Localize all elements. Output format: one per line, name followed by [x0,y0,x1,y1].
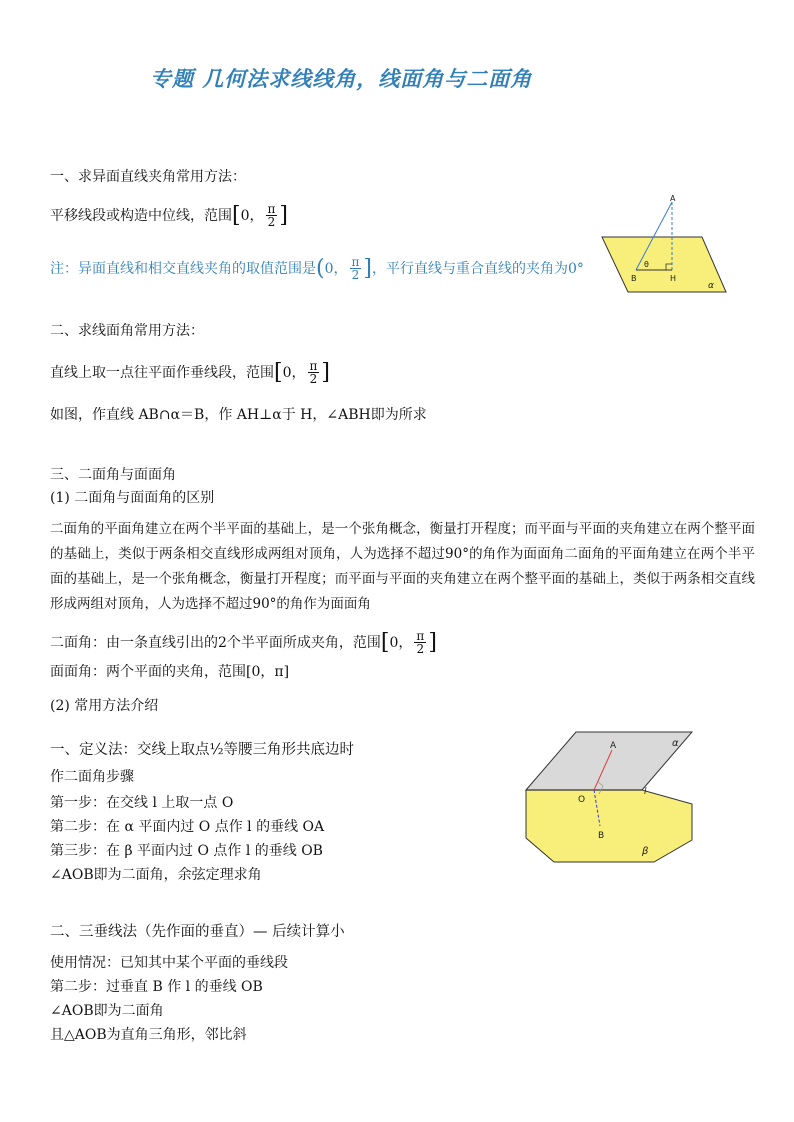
method1-step-0: 作二面角步骤 [50,769,134,785]
range-bracket: [ 0， $\frac{\pi}{2}$ ] [232,202,288,229]
method2-line-2: ∠AOB即为二面角 [50,1003,164,1019]
dihedral-fraction [414,630,426,655]
note-range-bracket: ( 0， $\frac{\pi}{2}$ ] [316,255,372,282]
label-b: B [631,274,637,283]
section2-heading: 二、求线面角常用方法： [50,323,204,339]
section1-line1-text: 平移线段或构造中位线，范围 [50,207,232,224]
section3-sub2: (2) 常用方法介绍 [50,698,159,714]
label-a: A [610,741,617,751]
section2-line1 [50,360,330,385]
label-alpha: α [672,738,679,749]
label-beta: β [642,846,649,857]
method2-line-0: 使用情况：已知其中某个平面的垂线段 [50,955,288,971]
section2-fraction-num: π [309,359,318,373]
note-fraction [350,256,362,281]
method1-heading: 一、定义法：交线上取点½等腰三角形共底边时 [50,742,355,758]
label-o: O [578,795,586,805]
section3-paragraph: 二面角的平面角建立在两个半平面的基础上，是一个张角概念，衡量打开程度；而平面与平面的夹角建立在两个整平面的基础上，类似于两条相交直线形成两组对顶角，人为选择不超过90°的角作为面面角二面角的平面角建立在两个半平面的基础上，是一个张角概念，衡量打开程度；而平面与平面的夹角建立在两个整平面的基础上，类似于两条相交直线形成两组对顶角，人为选择不超过90°的角作为面面角 [50,521,755,612]
note-suffix: ，平行直线与重合直线的夹角为0° [372,260,584,277]
page-title: 专题 几何法求线线角，线面角与二面角 [150,66,533,91]
label-a: A [670,194,676,203]
method2-line-1: 第二步：过垂直 B 作 l 的垂线 OB [50,979,263,995]
dihedral-range-bracket: [ 0， $\frac{\pi}{2}$ ] [380,629,437,656]
fraction [266,203,278,228]
label-b: B [598,831,605,841]
method1-step-2: 第二步：在 α 平面内过 O 点作 l 的垂线 OA [50,819,325,835]
dihedral-text: 二面角：由一条直线引出的2个半平面所成夹角，范围 [50,634,381,651]
section2-fraction-den: 2 [309,372,318,386]
section2-line1-text: 直线上取一点往平面作垂线段，范围 [50,364,274,381]
label-alpha: α [708,281,714,291]
section2-fraction [308,360,320,385]
method2-line-3: 且△AOB为直角三角形，邻比斜 [50,1027,247,1043]
dihedral-range-left: 0， [389,634,413,651]
method1-step-3: 第三步：在 β 平面内过 O 点作 l 的垂线 OB [50,843,323,859]
fraction-num: π [267,202,276,216]
plane-angle-line: 面面角：两个平面的夹角，范围[0，π] [50,664,290,680]
section2-range-bracket: [ 0， $\frac{\pi}{2}$ ] [274,359,330,386]
method1-step-4: ∠AOB即为二面角，余弦定理求角 [50,867,262,883]
label-theta: θ [644,260,649,269]
method1-step-1: 第一步：在交线 l 上取一点 O [50,795,234,811]
dihedral-figure [524,728,694,864]
label-l: l [644,787,647,797]
section3-sub1: (1) 二面角与面面角的区别 [50,490,215,506]
note-range-left: 0， [324,260,348,277]
section2-range-left: 0， [282,364,306,381]
note-prefix: 注：异面直线和相交直线夹角的取值范围是 [50,260,316,277]
label-h: H [670,274,677,283]
plane-beta-lower [526,790,692,862]
section1-note [50,256,584,281]
method2-heading: 二、三垂线法（先作面的垂直）— 后续计算小 [50,924,345,940]
section3-heading: 三、二面角与面面角 [50,467,176,483]
note-fraction-den: 2 [351,268,360,282]
line-plane-figure [598,192,730,296]
dihedral-line [50,630,437,655]
dihedral-fraction-num: π [416,629,425,643]
section1-heading: 一、求异面直线夹角常用方法： [50,169,246,185]
note-fraction-num: π [351,255,360,269]
range-left: 0， [240,207,264,224]
section2-line2: 如图，作直线 AB∩α＝B，作 AH⊥α于 H，∠ABH即为所求 [50,407,427,423]
fraction-den: 2 [267,215,276,229]
plane-alpha-upper [526,732,692,790]
dihedral-fraction-den: 2 [416,642,425,656]
section1-line1 [50,203,288,228]
